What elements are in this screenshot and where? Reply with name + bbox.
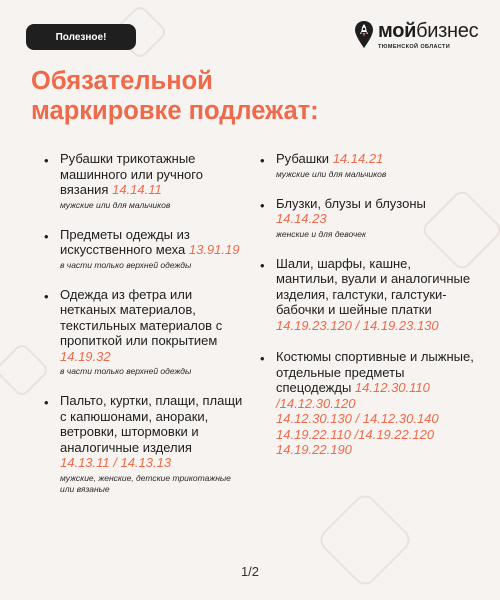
left-column (44, 151, 244, 511)
okpd-code: 14.13.11 / 14.13.13 (60, 455, 172, 470)
okpd-code: 14.14.23 (276, 211, 327, 226)
logo-brand-regular: бизнес (416, 20, 479, 42)
okpd-code: 14.14.21 (332, 151, 384, 166)
logo (354, 20, 478, 50)
bullet-icon: • (260, 257, 265, 273)
logo-brand-bold: мой (378, 20, 417, 42)
rocket-pin-icon (354, 20, 374, 50)
item-body (60, 151, 244, 211)
item-body (276, 196, 475, 240)
category-badge: Полезное! (26, 24, 136, 50)
item-note: мужские или для мальчиков (276, 168, 387, 179)
okpd-code: 14.19.22.110 /14.19.22.120 (276, 426, 435, 442)
bullet-icon: • (44, 288, 49, 304)
item-body (276, 151, 475, 180)
item-note: мужские или для мальчиков (60, 199, 171, 210)
title-line: Обязательной (31, 67, 213, 95)
list-item (260, 349, 475, 458)
okpd-code: 14.14.11 (112, 182, 162, 197)
item-text: Пальто, куртки, плащи, плащи с капюшонами, анораки, ветровки, штормовки и аналогичные изделия (60, 393, 243, 455)
item-note: мужские, женские, детские трикотажные или вязаные (60, 472, 231, 494)
item-text: Рубашки трикотажные машинного или ручного вязания (60, 151, 203, 197)
item-note: женские и для девочек (276, 228, 366, 239)
bullet-icon: • (44, 153, 49, 168)
logo-subtitle: ТЮМЕНСКОЙ ОБЛАСТИ (378, 44, 451, 50)
item-body (60, 227, 244, 271)
list-item (260, 196, 475, 240)
bullet-icon: • (44, 395, 49, 410)
item-body (60, 393, 244, 495)
right-column (260, 151, 475, 474)
page-title (31, 66, 471, 126)
list-item (44, 393, 244, 495)
list-item (44, 287, 244, 378)
item-body (60, 287, 244, 378)
okpd-code: 14.12.30.130 / 14.12.30.140 (276, 411, 439, 426)
item-body (276, 256, 475, 334)
item-text: Шали, шарфы, кашне, мантильи, вуали и аналогичные изделия, галстуки, галстуки-бабочки и шейные платки (276, 255, 471, 317)
item-note: в части только верхней одежды (60, 366, 192, 376)
okpd-code: 14.19.23.120 / 14.19.23.130 (276, 317, 439, 333)
okpd-code: 13.91.19 (188, 242, 240, 257)
okpd-code: 14.19.32 (60, 348, 111, 364)
title-line: маркировке подлежат: (31, 97, 319, 125)
bullet-icon: • (44, 228, 49, 244)
decorative-shape (0, 342, 50, 399)
bullet-icon: • (260, 197, 265, 213)
item-text: Блузки, блузы и блузоны (276, 195, 426, 211)
item-text: Одежда из фетра или нетканых материалов, текстильных материалов с пропиткой или покрытием (60, 286, 223, 348)
list-item (260, 151, 475, 180)
item-body (276, 349, 475, 458)
bullet-icon: • (260, 153, 265, 168)
list-item (260, 256, 475, 334)
okpd-code: 14.19.22.190 (276, 442, 352, 457)
okpd-code: 14.12.30.110 /14.12.30.120 (276, 380, 430, 411)
page-number: 1/2 (240, 564, 260, 579)
list-item (44, 151, 244, 211)
item-text: Предметы одежды из искусственного меха (60, 226, 190, 257)
item-text: Рубашки (276, 151, 333, 166)
item-note: в части только верхней одежды (60, 259, 192, 270)
item-text: Костюмы спортивные и лыжные, отдельные предметы спецодежды (276, 349, 474, 395)
list-item (44, 227, 244, 271)
bullet-icon: • (260, 351, 265, 366)
